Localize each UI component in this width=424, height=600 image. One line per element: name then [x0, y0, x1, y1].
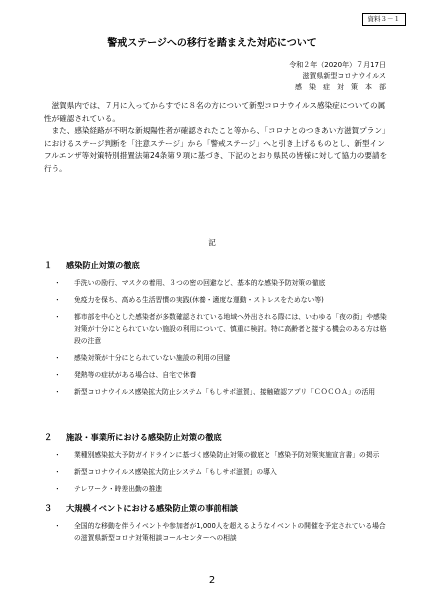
- section-heading: [44, 503, 390, 514]
- section-1: [44, 260, 390, 403]
- section-3: [44, 503, 390, 549]
- bullet-icon: ・: [54, 468, 61, 476]
- section-number: １: [44, 260, 53, 270]
- page-number: 2: [208, 575, 216, 586]
- document-tag: 資料３－１: [362, 13, 407, 26]
- bullet-icon: ・: [54, 279, 61, 287]
- issuer-block: [289, 60, 386, 93]
- section-title: 施設・事業所における感染防止対策の徹底: [66, 432, 222, 442]
- section-2: [44, 432, 390, 500]
- section-number: ２: [44, 432, 53, 442]
- intro-paragraph-2: また、感染経路が不明な新規陽性者が確認されたこと等から、「コロナとのつきあい方滋賀プラン」におけるステージ判断を「注意ステージ」から「警戒ステージ」へと引き上げるものとし、新型インフルエンザ等対策特別措置法第24条第９項に基づき、下記のとおり県民の皆様に対して協力の要請を行う。: [44, 126, 388, 173]
- bullet-icon: ・: [54, 296, 61, 304]
- bullet-icon: ・: [54, 371, 61, 379]
- intro-paragraph-1: 滋賀県内では、７月に入ってからすでに８名の方について新型コロナウイルス感染症についての属性が確認されている。: [44, 101, 386, 123]
- list-item: ・ 発熱等の症状がある場合は、自宅で休養: [54, 371, 197, 379]
- issuer-org: 滋賀県新型コロナウイルス: [302, 72, 386, 80]
- bullet-icon: ・: [54, 485, 61, 493]
- bullet-icon: ・: [54, 522, 61, 530]
- list-item: ・ 新型コロナウイルス感染拡大防止システム「もしサポ滋賀」、接触確認アプリ「ＣＯＣＯＡ」の活用: [54, 388, 376, 396]
- list-item: ・ 手洗いの励行、マスクの着用、３つの密の回避など、基本的な感染予防対策の徹底: [54, 279, 326, 287]
- bullet-icon: ・: [54, 388, 61, 396]
- list-item: ・ 都市部を中心とした感染者が多数確認されている地域へ外出される際には、いわゆる「夜の街」や感染対策が十分にとられていない施設の利用について、慎重に検討。特に高齢者と接する機会のある方は格段の注意: [54, 313, 387, 345]
- section-number: ３: [44, 503, 53, 513]
- list-item: ・ 業種別感染拡大予防ガイドラインに基づく感染防止対策の徹底と「感染予防対策実施宣言書」の掲示: [54, 451, 380, 459]
- list-item: ・ 免疫力を保ち、高める生活習慣の実践(休養・適度な運動・ストレスをためない等): [54, 296, 324, 304]
- section-title: 大規模イベントにおける感染防止策の事前相談: [66, 503, 238, 513]
- bullet-icon: ・: [54, 354, 61, 362]
- ki-heading: 記: [208, 238, 216, 247]
- section-heading: [44, 260, 390, 271]
- issuer-hq: 感 染 症 対 策 本 部: [295, 83, 386, 91]
- bullet-icon: ・: [54, 451, 61, 459]
- issue-date: 令和２年（2020年）７月17日: [289, 61, 386, 69]
- section-heading: [44, 432, 390, 443]
- bullet-icon: ・: [54, 313, 61, 321]
- list-item: ・ 全国的な移動を伴うイベントや参加者が1,000人を超えるようなイベントの開催を予定されている場合の滋賀県新型コロナ対策相談コールセンターへの相談: [54, 522, 386, 542]
- page-title: 警戒ステージへの移行を踏まえた対応について: [107, 38, 317, 49]
- list-item: ・ テレワーク・時差出勤の推進: [54, 485, 163, 493]
- intro-text: [44, 100, 388, 175]
- section-title: 感染防止対策の徹底: [66, 260, 140, 270]
- list-item: ・ 新型コロナウイルス感染拡大防止システム「もしサポ滋賀」の導入: [54, 468, 277, 476]
- list-item: ・ 感染対策が十分にとられていない施設の利用の回避: [54, 354, 231, 362]
